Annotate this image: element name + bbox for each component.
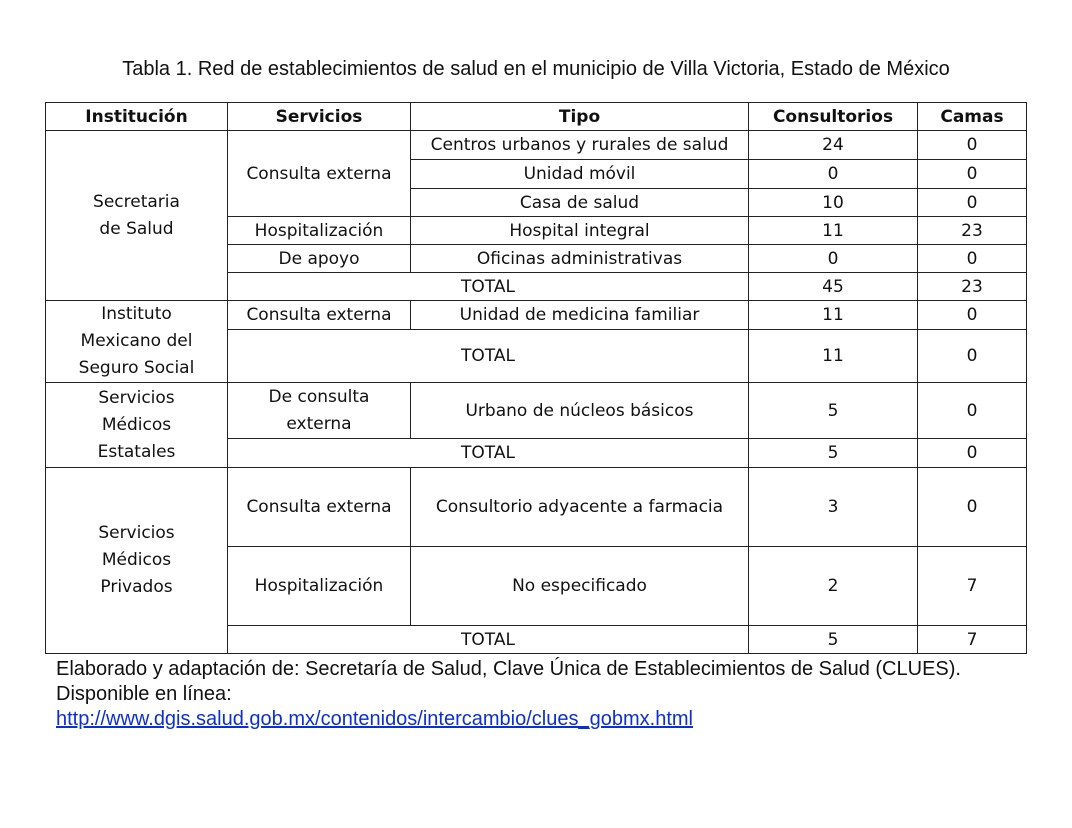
camas-cell: 0 <box>918 468 1027 547</box>
type-cell: Oficinas administrativas <box>411 245 749 273</box>
type-cell: Consultorio adyacente a farmacia <box>411 468 749 547</box>
consultorios-cell: 11 <box>749 217 918 245</box>
consultorios-cell: 5 <box>749 439 918 468</box>
table-row <box>46 383 1027 439</box>
source-text: Elaborado y adaptación de: Secretaría de Salud, Clave Única de Establecimientos de Salud (CLUES). Disponible en línea: <box>56 658 961 705</box>
camas-cell: 0 <box>918 301 1027 330</box>
type-cell: Unidad móvil <box>411 160 749 189</box>
camas-cell: 0 <box>918 189 1027 217</box>
service-cell: Consulta externa <box>228 468 411 547</box>
service-cell: Hospitalización <box>228 547 411 626</box>
establishments-table <box>45 102 1027 654</box>
consultorios-cell: 24 <box>749 131 918 160</box>
camas-cell: 7 <box>918 547 1027 626</box>
type-cell: Casa de salud <box>411 189 749 217</box>
total-label: TOTAL <box>228 330 749 383</box>
consultorios-cell: 11 <box>749 330 918 383</box>
camas-cell: 0 <box>918 245 1027 273</box>
institution-cell: Servicios Médicos Estatales <box>46 383 228 468</box>
header-servicios: Servicios <box>228 103 411 131</box>
consultorios-cell: 0 <box>749 160 918 189</box>
institution-cell: Instituto Mexicano del Seguro Social <box>46 301 228 383</box>
table-header-row <box>46 103 1027 131</box>
type-cell: Urbano de núcleos básicos <box>411 383 749 439</box>
service-cell: De apoyo <box>228 245 411 273</box>
camas-cell: 23 <box>918 217 1027 245</box>
consultorios-cell: 3 <box>749 468 918 547</box>
source-link[interactable]: http://www.dgis.salud.gob.mx/contenidos/intercambio/clues_gobmx.html <box>56 708 693 730</box>
camas-cell: 7 <box>918 626 1027 654</box>
consultorios-cell: 10 <box>749 189 918 217</box>
header-tipo: Tipo <box>411 103 749 131</box>
table-caption: Tabla 1. Red de establecimientos de salud en el municipio de Villa Victoria, Estado de México <box>122 58 950 80</box>
service-cell: Consulta externa <box>228 131 411 217</box>
type-cell: Unidad de medicina familiar <box>411 301 749 330</box>
service-cell: Consulta externa <box>228 301 411 330</box>
consultorios-cell: 2 <box>749 547 918 626</box>
table-row <box>46 468 1027 547</box>
total-label: TOTAL <box>228 439 749 468</box>
camas-cell: 0 <box>918 383 1027 439</box>
type-cell: Hospital integral <box>411 217 749 245</box>
consultorios-cell: 0 <box>749 245 918 273</box>
consultorios-cell: 11 <box>749 301 918 330</box>
source-note <box>56 657 1036 732</box>
header-consultorios: Consultorios <box>749 103 918 131</box>
camas-cell: 0 <box>918 330 1027 383</box>
header-institucion: Institución <box>46 103 228 131</box>
header-camas: Camas <box>918 103 1027 131</box>
camas-cell: 0 <box>918 131 1027 160</box>
type-cell: Centros urbanos y rurales de salud <box>411 131 749 160</box>
service-cell: Hospitalización <box>228 217 411 245</box>
institution-cell: Servicios Médicos Privados <box>46 468 228 654</box>
camas-cell: 0 <box>918 439 1027 468</box>
camas-cell: 0 <box>918 160 1027 189</box>
type-cell: No especificado <box>411 547 749 626</box>
total-label: TOTAL <box>228 626 749 654</box>
consultorios-cell: 45 <box>749 273 918 301</box>
table-row <box>46 131 1027 160</box>
table-row <box>46 301 1027 330</box>
consultorios-cell: 5 <box>749 626 918 654</box>
total-label: TOTAL <box>228 273 749 301</box>
camas-cell: 23 <box>918 273 1027 301</box>
institution-cell: Secretaria de Salud <box>46 131 228 301</box>
consultorios-cell: 5 <box>749 383 918 439</box>
service-cell: De consulta externa <box>228 383 411 439</box>
